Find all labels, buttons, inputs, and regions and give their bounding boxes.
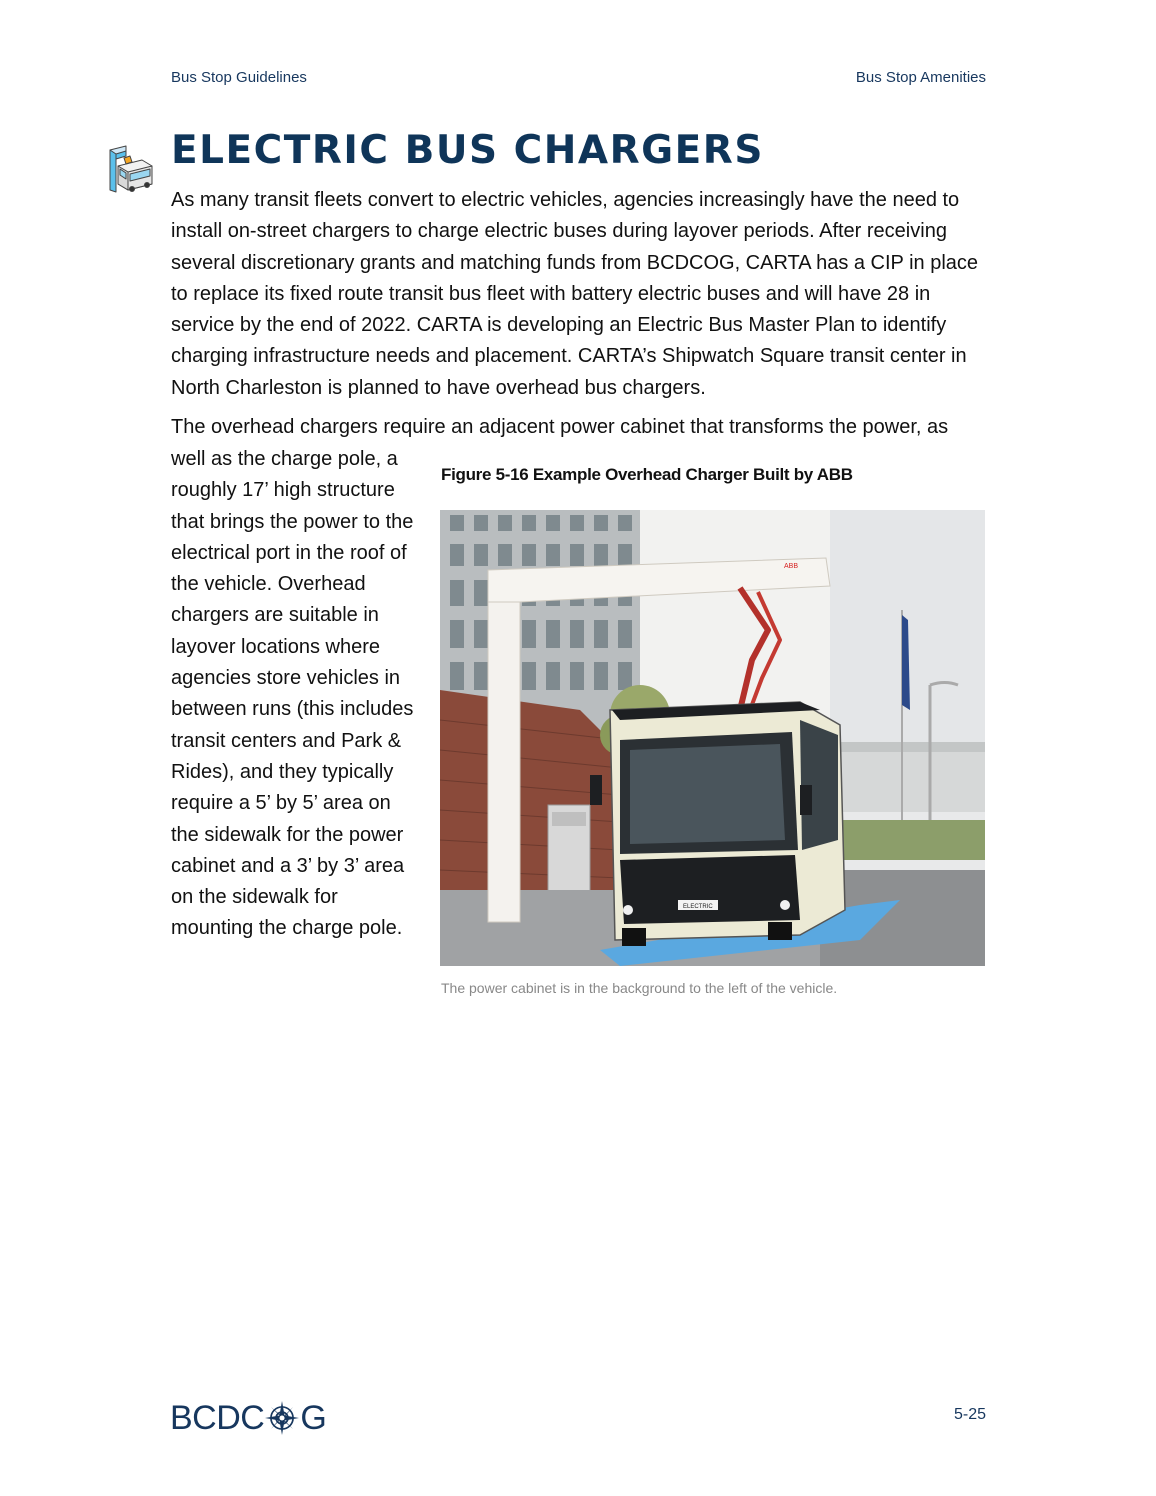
charger-photo — [440, 510, 985, 966]
page-number: 5-25 — [953, 1406, 986, 1423]
bus-charger-icon — [96, 138, 156, 198]
body-paragraph-2-first-line: The overhead chargers require an adjacent power cabinet that transforms the power, as — [171, 416, 949, 438]
figure-title: Figure 5-16 Example Overhead Charger Built by ABB — [441, 465, 853, 484]
logo-text-left: BCDC — [170, 1398, 265, 1437]
bcdcog-logo — [170, 1397, 326, 1439]
bus-plate-label: ELECTRIC — [683, 904, 713, 910]
compass-rose-icon — [265, 1401, 299, 1435]
charger-brand-label: ABB — [784, 563, 799, 570]
section-title: ELECTRIC BUS CHARGERS — [171, 128, 764, 173]
body-paragraph-1: As many transit fleets convert to electric vehicles, agencies increasingly have the need to install on-street chargers to charge electric buses during layover periods. After receiving several discretionary grants and matching funds from BCDCOG, CARTA has a CIP in place to replace its fixed route transit bus fleet with battery electric buses and will have 28 in service by the end of 2022. CARTA is developing an Electric Bus Master Plan to identify charging infrastructure needs and placement. CARTA’s Shipwatch Square transit center in North Charleston is planned to have overhead bus chargers. — [171, 189, 979, 399]
running-header-left: Bus Stop Guidelines — [171, 69, 307, 86]
body-paragraph-2-rest: well as the charge pole, a roughly 17’ high structure that brings the power to the electrical port in the roof of the vehicle. Overhead chargers are suitable in layover locations where agencies store vehicles in between runs (this includes transit centers and Park & Rides), and they typically require a 5’ by 5’ area on the sidewalk for the power cabinet and a 3’ by 3’ area on the sidewalk for mounting the charge pole. — [171, 448, 414, 940]
running-header-right: Bus Stop Amenities — [855, 69, 986, 86]
figure-caption: The power cabinet is in the background to the left of the vehicle. — [441, 980, 838, 996]
logo-text-right: G — [300, 1398, 327, 1437]
